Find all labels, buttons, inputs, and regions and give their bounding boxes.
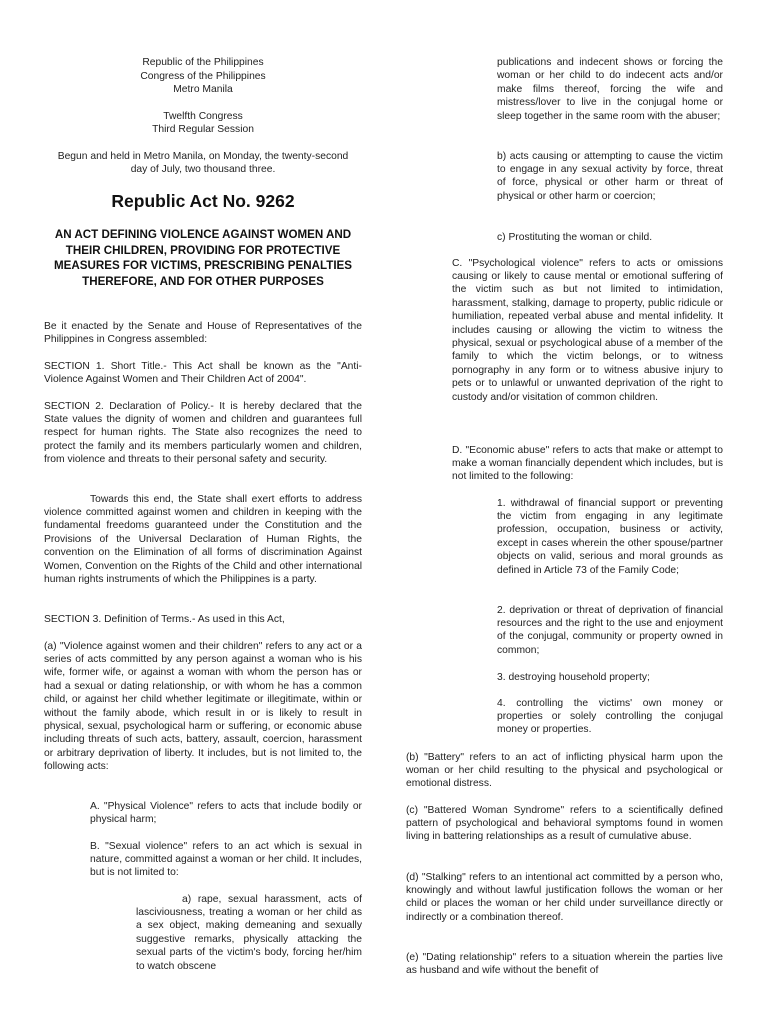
sexual-violence-c: c) Prostituting the woman or child. — [497, 231, 653, 243]
psychological-violence: C. "Psychological violence" refers to acts or omissions causing or likely to cause mental or emotional suffering of the victim such as but not limited to intimidation, harassment, stalking, damage to property, public ridicule or humiliation, repeated verbal abuse and mental infidelity. It includes causing or allowing the victim to witness the physical, sexual or psychological abuse of a member of the family to which the victim belongs, or to witness pornography in any form or to witness abusive injury to pets or to unlawful or unwanted deprivation of the right to custody and/or visitation of common children. — [452, 257, 723, 403]
economic-abuse-2: 2. deprivation or threat of deprivation of financial resources and the right to the use and enjoyment of the conjugal, community or property owned in common; — [497, 604, 723, 656]
sexual-violence-b: b) acts causing or attempting to cause the victim to engage in any sexual activity by force, threat of force, physical or other harm or threat of physical or other harm or coercion; — [497, 150, 723, 202]
economic-abuse: D. "Economic abuse" refers to acts that make or attempt to make a woman financially dependent which includes, but is not limited to the following: — [452, 444, 723, 483]
header-session: Third Regular Session — [152, 124, 254, 135]
header-line2: Congress of the Philippines — [140, 70, 266, 82]
header-line3: Metro Manila — [173, 84, 233, 95]
economic-abuse-1: 1. withdrawal of financial support or preventing the victim from engaging in any legitimate profession, occupation, business or activity, except in cases wherein the other spouse/partner objects on valid, serious and moral grounds as defined in Article 73 of the Family Code; — [497, 497, 723, 576]
enacting-clause: Be it enacted by the Senate and House of Representatives of the Philippines in Congress assembled: — [44, 320, 362, 345]
sexual-violence: B. "Sexual violence" refers to an act which is sexual in nature, committed against a woman or her child. It includes, but is not limited to: — [90, 840, 362, 879]
header-congress: Twelfth Congress — [163, 110, 243, 122]
definition-stalking: (d) "Stalking" refers to an intentional act committed by a person who, knowingly and without lawful justification follows the woman or her child or places the woman or her child under surveillance directly or indirectly or a combination thereof. — [406, 871, 723, 923]
definition-a: (a) "Violence against women and their children" refers to any act or a series of acts committed by any person against a woman who is his wife, former wife, or against a woman with whom the person has or had a sexual or dating relationship, or with whom he has a common child, or against her child whether legitimate or illegitimate, within or without the family abode, which result in or is likely to result in physical, sexual, psychological harm or suffering, or economic abuse including threats of such acts, battery, assault, coercion, harassment or arbitrary deprivation of liberty. It includes, but is not limited to, the following acts: — [44, 640, 362, 773]
section-1: SECTION 1. Short Title.- This Act shall be known as the "Anti-Violence Against Women and Their Children Act of 2004". — [44, 360, 362, 385]
page-title: Republic Act No. 9262 — [111, 191, 295, 211]
economic-abuse-3: 3. destroying household property; — [497, 671, 650, 683]
header-begun: Begun and held in Metro Manila, on Monday, the twenty-second day of July, two thousand three. — [57, 150, 349, 175]
section-2-continued: Towards this end, the State shall exert efforts to address violence committed against women and children in keeping with the fundamental freedoms guaranteed under the Constitution and the Provisions of the Universal Declaration of Human Rights, the convention on the Elimination of all forms of discrimination Against Women, Convention on the Rights of the Child and other international human rights instruments of which the Philippines is a party. — [44, 493, 362, 585]
economic-abuse-4: 4. controlling the victims' own money or properties or solely controlling the conjugal money or properties. — [497, 697, 723, 736]
header-line1: Republic of the Philippines — [142, 57, 264, 68]
definition-dating-relationship: (e) "Dating relationship" refers to a situation wherein the parties live as husband and wife without the benefit of — [406, 951, 723, 976]
act-title: AN ACT DEFINING VIOLENCE AGAINST WOMEN AND THEIR CHILDREN, PROVIDING FOR PROTECTIVE MEASURES FOR VICTIMS, PRESCRIBING PENALTIES THEREFORE, AND FOR OTHER PURPOSES — [53, 228, 353, 289]
section-2: SECTION 2. Declaration of Policy.- It is hereby declared that the State values the dignity of women and children and guarantees full respect for human rights. The State also recognizes the need to protect the family and its members particularly women and children, from violence and threats to their personal safety and security. — [44, 400, 362, 466]
definition-battered-woman-syndrome: (c) "Battered Woman Syndrome" refers to a scientifically defined pattern of psychological and behavioral symptoms found in women living in battering relationships as a result of cumulative abuse. — [406, 804, 723, 843]
physical-violence: A. "Physical Violence" refers to acts that include bodily or physical harm; — [90, 800, 362, 825]
sexual-violence-a: a) rape, sexual harassment, acts of lasciviousness, treating a woman or her child as a sex object, making demeaning and sexually suggestive remarks, physically attacking the sexual parts of the victim's body, forcing her/him to watch obscene — [136, 893, 362, 972]
definition-battery: (b) "Battery" refers to an act of inflicting physical harm upon the woman or her child resulting to the physical and psychological or emotional distress. — [406, 751, 723, 790]
section-3: SECTION 3. Definition of Terms.- As used in this Act, — [44, 613, 285, 625]
sexual-violence-a-continued: publications and indecent shows or forcing the woman or her child to do indecent acts and/or make films thereof, forcing the wife and mistress/lover to live in the conjugal home or sleep together in the same room with the abuser; — [497, 57, 723, 122]
